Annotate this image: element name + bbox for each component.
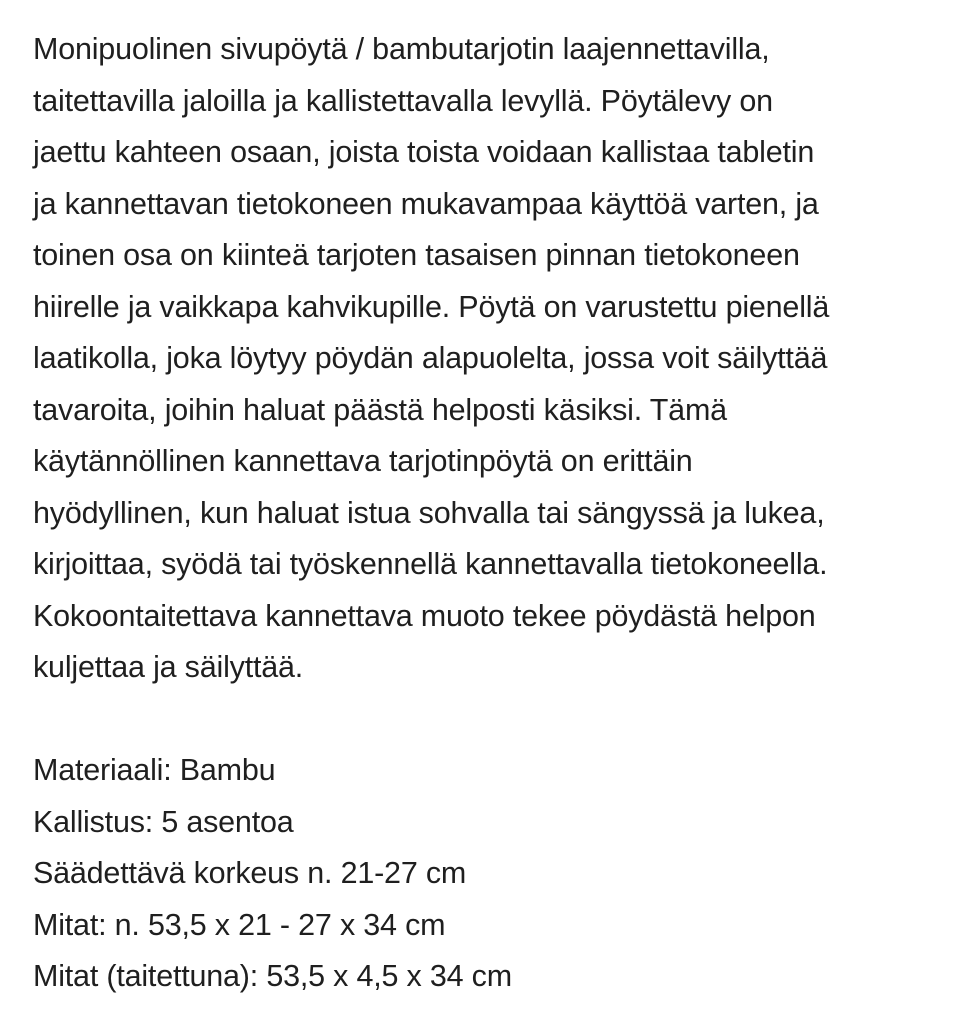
description-line: laatikolla, joka löytyy pöydän alapuolelta, jossa voit säilyttää (33, 341, 828, 375)
description-line: kuljettaa ja säilyttää. (33, 650, 304, 684)
description-line: ja kannettavan tietokoneen mukavampaa käyttöä varten, ja (33, 186, 819, 221)
specifications-list (33, 745, 943, 1003)
product-description-text (33, 24, 943, 1003)
description-line: Kokoontaitettava kannettava muoto tekee pöydästä helpon (33, 598, 816, 633)
spec-tilt: Kallistus: 5 asentoa (33, 804, 294, 839)
description-line: hiirelle ja vaikkapa kahvikupille. Pöytä on varustettu pienellä (33, 289, 830, 324)
description-line: kirjoittaa, syödä tai työskennellä kannettavalla tietokoneella. (33, 547, 828, 581)
description-line: hyödyllinen, kun haluat istua sohvalla tai sängyssä ja lukea, (33, 495, 825, 530)
spec-dimensions: Mitat: n. 53,5 x 21 - 27 x 34 cm (33, 907, 446, 942)
description-line: Monipuolinen sivupöytä / bambutarjotin laajennettavilla, (33, 32, 770, 66)
description-line: käytännöllinen kannettava tarjotinpöytä on erittäin (33, 444, 693, 478)
description-line: toinen osa on kiinteä tarjoten tasaisen pinnan tietokoneen (33, 238, 800, 272)
paragraph-spacer (33, 694, 943, 746)
description-line: taitettavilla jaloilla ja kallistettavalla levyllä. Pöytälevy on (33, 83, 773, 118)
spec-folded-dimensions: Mitat (taitettuna): 53,5 x 4,5 x 34 cm (33, 959, 512, 993)
description-line: jaettu kahteen osaan, joista toista voidaan kallistaa tabletin (33, 135, 815, 169)
description-paragraph (33, 24, 943, 694)
spec-material: Materiaali: Bambu (33, 753, 276, 787)
spec-adjustable-height: Säädettävä korkeus n. 21-27 cm (33, 856, 467, 890)
description-line: tavaroita, joihin haluat päästä helposti käsiksi. Tämä (33, 392, 727, 427)
